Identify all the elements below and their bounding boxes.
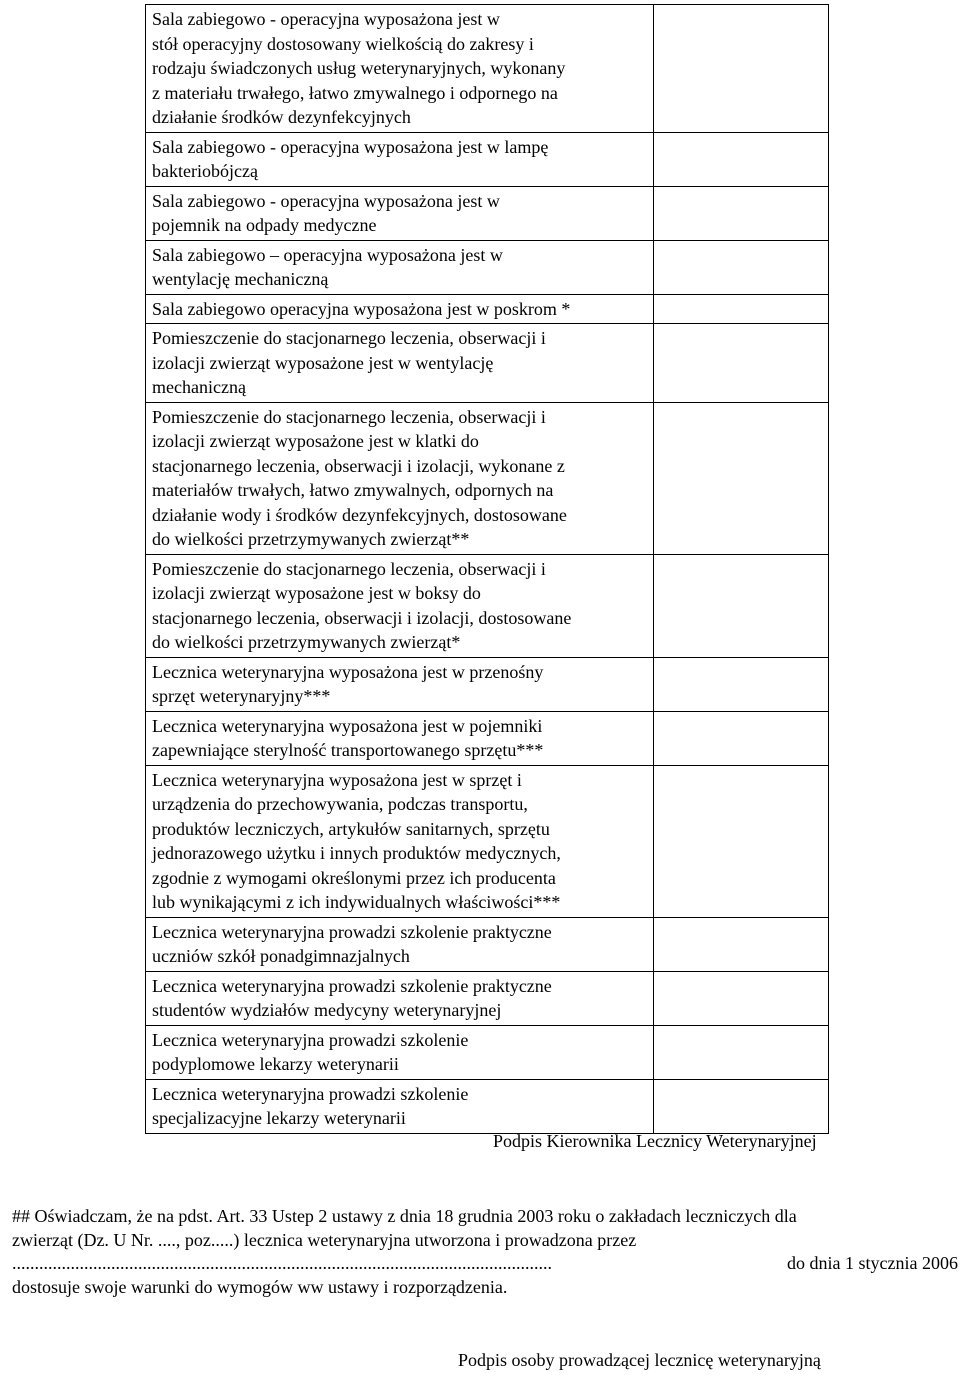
requirement-line: rodzaju świadczonych usług weterynaryjnych, wykonany	[152, 58, 566, 78]
answer-cell[interactable]	[654, 765, 829, 917]
requirement-text-cell	[146, 917, 654, 971]
answer-cell[interactable]	[654, 917, 829, 971]
requirement-text-cell	[146, 294, 654, 324]
manager-signature-label: Podpis Kierownika Lecznicy Weterynaryjnej	[493, 1131, 817, 1151]
declaration-deadline: do dnia 1 stycznia 2006	[787, 1253, 958, 1273]
answer-cell[interactable]	[654, 132, 829, 186]
requirement-line: studentów wydziałów medycyny weterynaryjnej	[152, 1000, 502, 1020]
requirement-text-cell	[146, 186, 654, 240]
requirement-line: jednorazowego użytku i innych produktów medycznych,	[152, 843, 561, 863]
requirement-line: Sala zabiegowo - operacyjna wyposażona jest w lampę	[152, 136, 549, 157]
requirement-line: wentylację mechaniczną	[152, 269, 329, 289]
requirement-text-cell	[146, 240, 654, 294]
answer-cell[interactable]	[654, 324, 829, 403]
answer-cell[interactable]	[654, 1025, 829, 1079]
requirement-text-cell	[146, 1079, 654, 1133]
requirement-line: uczniów szkół ponadgimnazjalnych	[152, 946, 410, 966]
requirement-line: Pomieszczenie do stacjonarnego leczenia, obserwacji i	[152, 328, 546, 348]
answer-cell[interactable]	[654, 711, 829, 765]
requirement-line: Lecznica weterynaryjna wyposażona jest w sprzęt i	[152, 769, 522, 790]
requirement-line: podyplomowe lekarzy weterynarii	[152, 1054, 399, 1074]
requirement-line: izolacji zwierząt wyposażone jest w wentylację	[152, 352, 494, 373]
requirement-line: pojemnik na odpady medyczne	[152, 215, 377, 235]
table-row	[146, 917, 829, 971]
requirement-text-cell	[146, 711, 654, 765]
requirement-line: stół operacyjny dostosowany wielkością do zakresy i	[152, 33, 534, 54]
requirement-line: stacjonarnego leczenia, obserwacji i izolacji, dostosowane	[152, 607, 572, 628]
requirement-text-cell	[146, 5, 654, 133]
answer-cell[interactable]	[654, 971, 829, 1025]
table-row	[146, 554, 829, 657]
answer-cell[interactable]	[654, 657, 829, 711]
table-row	[146, 324, 829, 403]
table-row	[146, 765, 829, 917]
declaration-line-2: zwierząt (Dz. U Nr. ...., poz.....) lecznica weterynaryjna utworzona i prowadzona przez	[12, 1229, 637, 1250]
declaration-line-1: ## Oświadczam, że na pdst. Art. 33 Ustep 2 ustawy z dnia 18 grudnia 2003 roku o zakładach leczniczych dla	[12, 1206, 797, 1226]
requirement-line: urządzenia do przechowywania, podczas transportu,	[152, 794, 528, 814]
requirement-line: działanie wody i środków dezynfekcyjnych, dostosowane	[152, 504, 567, 525]
table-row	[146, 402, 829, 554]
requirements-table	[145, 4, 829, 1134]
table-row	[146, 5, 829, 133]
requirement-line: sprzęt weterynaryjny***	[152, 686, 331, 706]
requirement-line: Lecznica weterynaryjna wyposażona jest w przenośny	[152, 661, 544, 682]
requirement-line: Pomieszczenie do stacjonarnego leczenia, obserwacji i	[152, 406, 546, 427]
requirement-line: bakteriobójczą	[152, 161, 258, 181]
requirement-line: materiałów trwałych, łatwo zmywalnych, odpornych na	[152, 480, 554, 500]
requirement-text-cell	[146, 765, 654, 917]
requirements-table-body	[146, 5, 829, 1134]
requirement-line: Lecznica weterynaryjna wyposażona jest w pojemniki	[152, 715, 543, 736]
table-row	[146, 294, 829, 324]
requirement-line: Lecznica weterynaryjna prowadzi szkolenie praktyczne	[152, 975, 552, 996]
answer-cell[interactable]	[654, 402, 829, 554]
requirement-line: produktów leczniczych, artykułów sanitarnych, sprzętu	[152, 818, 550, 839]
requirement-line: Lecznica weterynaryjna prowadzi szkolenie	[152, 1029, 469, 1050]
table-row	[146, 186, 829, 240]
requirement-text-cell	[146, 402, 654, 554]
requirement-text-cell	[146, 1025, 654, 1079]
requirement-line: mechaniczną	[152, 377, 246, 397]
answer-cell[interactable]	[654, 240, 829, 294]
answer-cell[interactable]	[654, 5, 829, 133]
declaration-dotted-blank: ........................................................................................................................	[12, 1253, 552, 1273]
declaration-line-4: dostosuje swoje warunki do wymogów ww ustawy i rozporządzenia.	[12, 1276, 508, 1297]
requirement-text-cell	[146, 657, 654, 711]
requirement-line: zgodnie z wymogami określonymi przez ich producenta	[152, 867, 556, 888]
table-row	[146, 971, 829, 1025]
requirement-line: do wielkości przetrzymywanych zwierząt*	[152, 632, 461, 652]
requirement-line: lub wynikającymi z ich indywidualnych właściwości***	[152, 892, 561, 912]
answer-cell[interactable]	[654, 186, 829, 240]
requirement-line: Lecznica weterynaryjna prowadzi szkolenie praktyczne	[152, 921, 552, 942]
table-row	[146, 711, 829, 765]
declaration-block	[12, 1205, 958, 1299]
table-row	[146, 132, 829, 186]
requirement-text-cell	[146, 132, 654, 186]
requirement-line: Sala zabiegowo - operacyjna wyposażona jest w	[152, 9, 500, 29]
table-row	[146, 240, 829, 294]
requirement-line: Lecznica weterynaryjna prowadzi szkolenie	[152, 1083, 469, 1104]
requirement-line: Sala zabiegowo – operacyjna wyposażona jest w	[152, 244, 503, 265]
operator-signature-label: Podpis osoby prowadzącej lecznicę weterynaryjną	[458, 1350, 821, 1370]
table-row	[146, 1079, 829, 1133]
table-row	[146, 657, 829, 711]
answer-cell[interactable]	[654, 1079, 829, 1133]
requirement-line: zapewniające sterylność transportowanego sprzętu***	[152, 740, 544, 760]
requirement-line: specjalizacyjne lekarzy weterynarii	[152, 1108, 406, 1128]
requirement-line: Sala zabiegowo operacyjna wyposażona jest w poskrom *	[152, 298, 571, 319]
requirement-line: izolacji zwierząt wyposażone jest w klatki do	[152, 431, 479, 451]
requirement-line: do wielkości przetrzymywanych zwierząt**	[152, 529, 470, 549]
declaration-line-3	[12, 1252, 958, 1276]
requirement-line: izolacji zwierząt wyposażone jest w boksy do	[152, 583, 481, 603]
requirement-text-cell	[146, 971, 654, 1025]
requirement-text-cell	[146, 324, 654, 403]
requirement-line: stacjonarnego leczenia, obserwacji i izolacji, wykonane z	[152, 455, 565, 476]
requirement-line: Sala zabiegowo - operacyjna wyposażona jest w	[152, 190, 500, 211]
requirement-text-cell	[146, 554, 654, 657]
table-row	[146, 1025, 829, 1079]
requirement-line: Pomieszczenie do stacjonarnego leczenia, obserwacji i	[152, 558, 546, 579]
answer-cell[interactable]	[654, 294, 829, 324]
requirement-line: działanie środków dezynfekcyjnych	[152, 107, 411, 127]
requirement-line: z materiału trwałego, łatwo zmywalnego i odpornego na	[152, 82, 558, 103]
answer-cell[interactable]	[654, 554, 829, 657]
